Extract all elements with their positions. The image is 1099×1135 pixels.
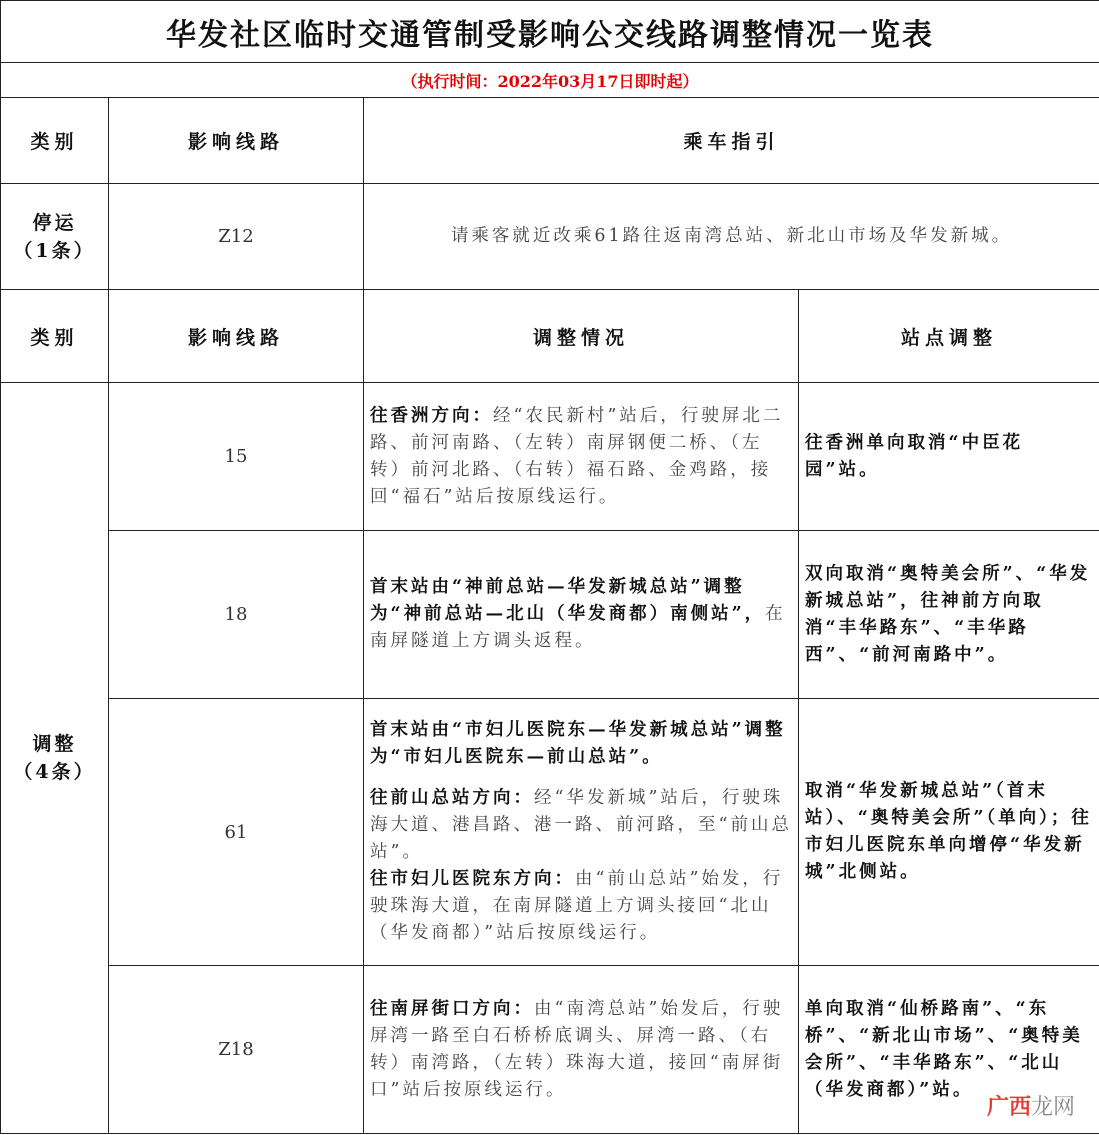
stops-18: 双向取消“奥特美会所”、“华发新城总站”，往神前方向取消“丰华路东”、“丰华路西”、“前河南路中”。: [799, 531, 1099, 699]
route-61: 61: [109, 699, 364, 966]
route-18: 18: [109, 531, 364, 699]
header-adjust: 调整情况: [364, 290, 799, 383]
execution-time-note: （执行时间：2022年03月17日即时起）: [1, 63, 1099, 98]
adjust-15: 往香洲方向：经“农民新村”站后，行驶屏北二路、前河南路、（左转）南屏钢便二桥、（左转）前河北路、（右转）福石路、金鸡路，接回“福石”站后按原线运行。: [364, 383, 799, 531]
watermark-logo: 广西龙网: [986, 1095, 1075, 1120]
table-row: [1, 531, 1099, 699]
page-title: 华发社区临时交通管制受影响公交线路调整情况一览表: [1, 1, 1099, 63]
header-route: 影响线路: [109, 98, 364, 184]
header-stops: 站点调整: [799, 290, 1099, 383]
table-row: [1, 966, 1099, 1134]
header-category-2: 类别: [1, 290, 109, 383]
header-category: 类别: [1, 98, 109, 184]
table-row: [1, 699, 1099, 966]
guide-text: 请乘客就近改乘61路往返南湾总站、新北山市场及华发新城。: [364, 184, 1099, 290]
header-route-2: 影响线路: [109, 290, 364, 383]
category-suspended: 停运 （1条）: [1, 184, 109, 290]
stops-61: 取消“华发新城总站”（首末站）、“奥特美会所”（单向）；往市妇儿医院东单向增停“华发新城”北侧站。: [799, 699, 1099, 966]
stops-15: 往香洲单向取消“中臣花园”站。: [799, 383, 1099, 531]
adjust-z18: 往南屏街口方向：由“南湾总站”始发后，行驶屏湾一路至白石桥桥底调头、屏湾一路、（右转）南湾路，（左转）珠海大道，接回“南屏街口”站后按原线运行。: [364, 966, 799, 1134]
table-row: [1, 383, 1099, 531]
section2-header-row: [1, 290, 1099, 383]
route-15: 15: [109, 383, 364, 531]
section1-header-row: [1, 98, 1099, 184]
adjust-18: 首末站由“神前总站—华发新城总站”调整为“神前总站—北山（华发商都）南侧站”，在南屏隧道上方调头返程。: [364, 531, 799, 699]
category-adjusted: 调整 （4条）: [1, 383, 109, 1134]
suspended-row: [1, 184, 1099, 290]
header-guide: 乘车指引: [364, 98, 1099, 184]
adjust-61: 首末站由“市妇儿医院东—华发新城总站”调整为“市妇儿医院东—前山总站”。 往前山总站方向：经“华发新城”站后，行驶珠海大道、港昌路、港一路、前河路，至“前山总站”。 往市妇儿医院东方向：由“前山总站”始发，行驶珠海大道，在南屏隧道上方调头接回“北山（华发商都）”站后按原线运行。: [364, 699, 799, 966]
stops-z18: 单向取消“仙桥路南”、“东桥”、“新北山市场”、“奥特美会所”、“丰华路东”、“北山（华发商都）”站。: [799, 966, 1099, 1134]
route-z18: Z18: [109, 966, 364, 1134]
route-z12: Z12: [109, 184, 364, 290]
